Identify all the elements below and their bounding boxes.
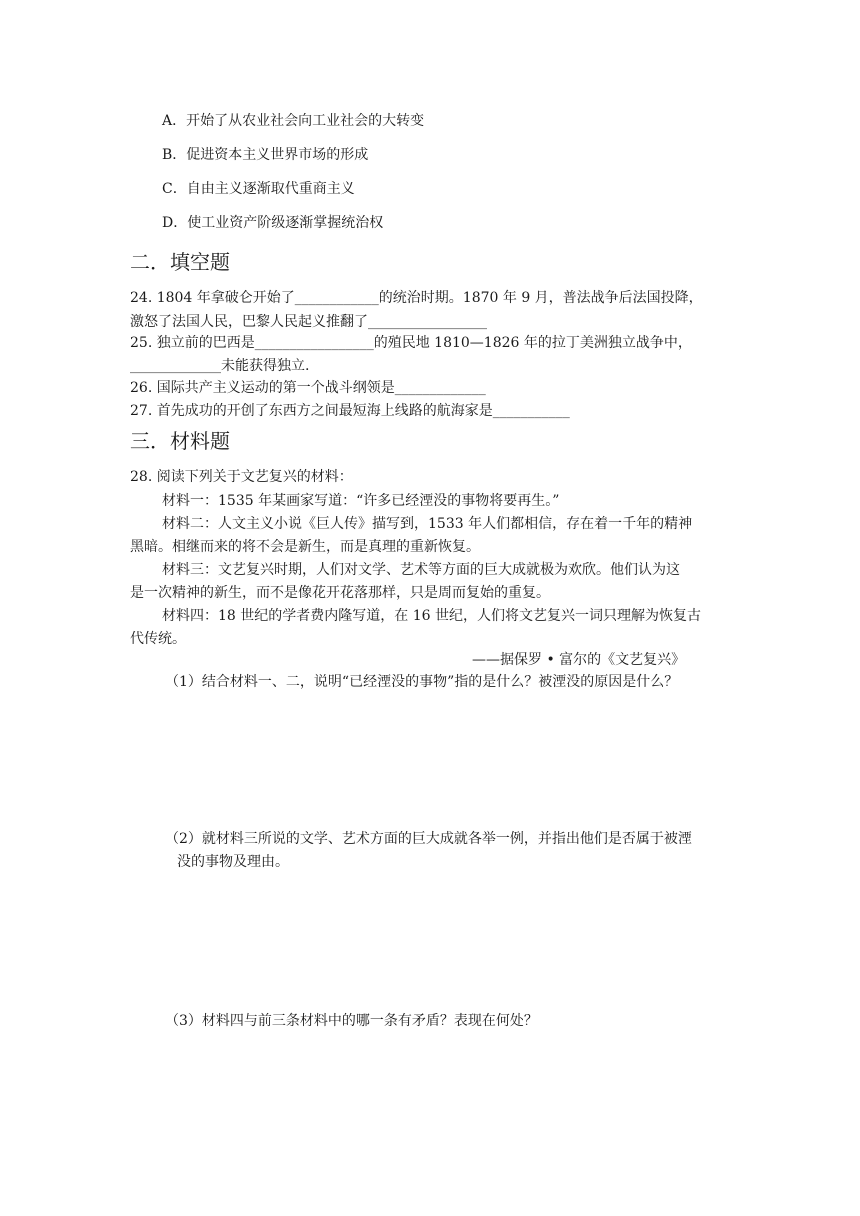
section-heading-material: 三．材料题 <box>130 429 230 453</box>
option-a: A．开始了从农业社会向工业社会的大转变 <box>162 113 425 129</box>
question-25-line1: 25. 独立前的巴西是_________________的殖民地 1810—1826 年的拉丁美洲独立战争中， <box>130 335 692 351</box>
option-d: D．使工业资产阶级逐渐掌握统治权 <box>162 215 384 231</box>
material-3-line1: 材料三：文艺复兴时期，人们对文学、艺术等方面的巨大成就极为欢欣。他们认为这 <box>162 562 680 578</box>
sub-question-3: （3）材料四与前三条材料中的哪一条有矛盾？表现在何处？ <box>165 1013 538 1029</box>
option-c: C．自由主义逐渐取代重商主义 <box>162 181 355 197</box>
question-24-line1: 24. 1804 年拿破仑开始了____________的统治时期。1870 年 9 月，普法战争后法国投降， <box>130 290 703 306</box>
question-27: 27. 首先成功的开创了东西方之间最短海上线路的航海家是___________ <box>130 403 570 419</box>
question-25-line2: _____________未能获得独立. <box>130 358 310 374</box>
material-1: 材料一：1535 年某画家写道：“许多已经湮没的事物将要再生。” <box>162 493 560 509</box>
sub-question-1: （1）结合材料一、二，说明“已经湮没的事物”指的是什么？被湮没的原因是什么？ <box>165 674 679 690</box>
section-heading-fill-blank: 二．填空题 <box>130 250 230 274</box>
question-28-intro: 28. 阅读下列关于文艺复兴的材料： <box>130 469 353 485</box>
sub-question-2-line1: （2）就材料三所说的文学、艺术方面的巨大成就各举一例，并指出他们是否属于被湮 <box>165 831 692 847</box>
option-b: B．促进资本主义世界市场的形成 <box>162 147 369 163</box>
question-26: 26. 国际共产主义运动的第一个战斗纲领是_____________ <box>130 380 486 396</box>
material-2-line2: 黑暗。相继而来的将不会是新生，而是真理的重新恢复。 <box>130 539 480 555</box>
material-4-line2: 代传统。 <box>130 631 186 647</box>
material-source: ——据保罗 • 富尔的《文艺复兴》 <box>472 652 686 668</box>
material-4-line1: 材料四：18 世纪的学者费内隆写道，在 16 世纪，人们将文艺复兴一词只理解为恢复古 <box>162 608 701 624</box>
question-24-line2: 激怒了法国人民，巴黎人民起义推翻了_________________ <box>130 314 487 330</box>
material-2-line1: 材料二：人文主义小说《巨人传》描写到，1533 年人们都相信，存在着一千年的精神 <box>162 516 693 532</box>
sub-question-2-line2: 没的事物及理由。 <box>177 854 289 870</box>
material-3-line2: 是一次精神的新生，而不是像花开花落那样，只是周而复始的重复。 <box>130 585 550 601</box>
